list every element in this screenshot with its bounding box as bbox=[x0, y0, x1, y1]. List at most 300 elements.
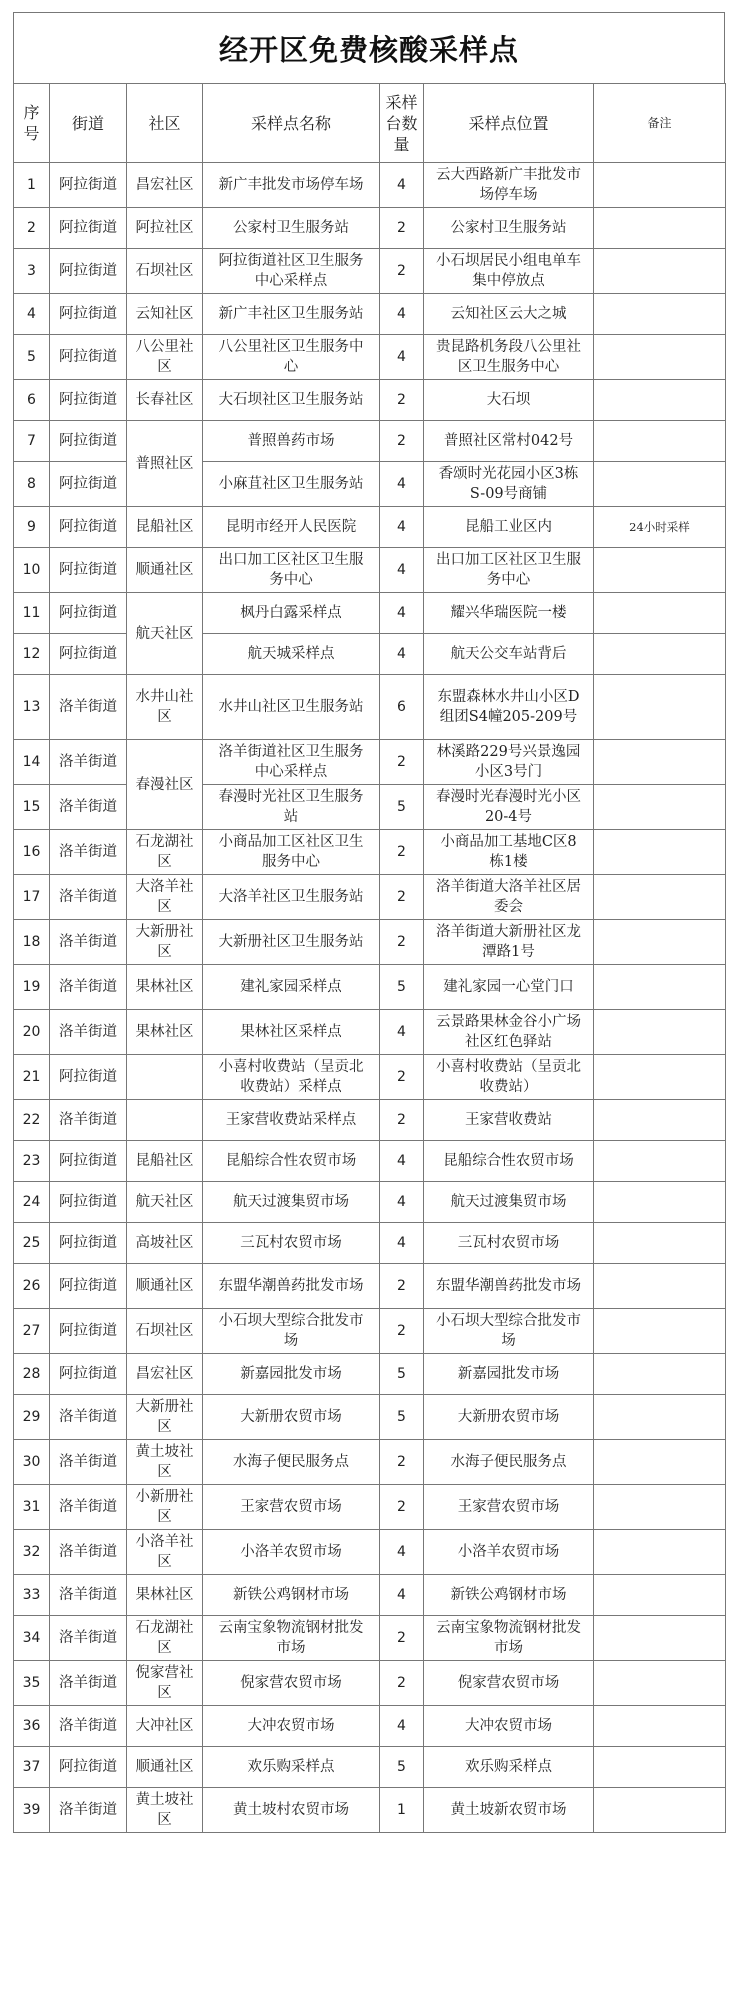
row-number: 3 bbox=[14, 249, 50, 294]
note-cell bbox=[594, 1395, 726, 1440]
community-cell: 顺通社区 bbox=[127, 1747, 203, 1788]
location-cell: 建礼家园一心堂门口 bbox=[424, 965, 594, 1010]
community-cell: 航天社区 bbox=[127, 1182, 203, 1223]
community-cell: 昆船社区 bbox=[127, 1141, 203, 1182]
location-cell: 小石坝大型综合批发市场 bbox=[424, 1309, 594, 1354]
station-count-cell: 4 bbox=[380, 548, 424, 593]
site-name-cell: 新嘉园批发市场 bbox=[203, 1354, 380, 1395]
site-name-cell: 云南宝象物流钢材批发市场 bbox=[203, 1616, 380, 1661]
table-row bbox=[14, 1354, 726, 1395]
station-count-cell: 4 bbox=[380, 593, 424, 634]
community-cell: 果林社区 bbox=[127, 1010, 203, 1055]
station-count-cell: 4 bbox=[380, 1182, 424, 1223]
table-row bbox=[14, 1055, 726, 1100]
station-count-cell: 6 bbox=[380, 675, 424, 740]
community-cell: 果林社区 bbox=[127, 965, 203, 1010]
row-number: 20 bbox=[14, 1010, 50, 1055]
site-name-cell: 阿拉街道社区卫生服务中心采样点 bbox=[203, 249, 380, 294]
table-row bbox=[14, 1395, 726, 1440]
location-cell: 洛羊街道大新册社区龙潭路1号 bbox=[424, 920, 594, 965]
row-number: 25 bbox=[14, 1223, 50, 1264]
row-number: 23 bbox=[14, 1141, 50, 1182]
street-cell: 洛羊街道 bbox=[50, 1706, 127, 1747]
station-count-cell: 4 bbox=[380, 294, 424, 335]
header-street: 街道 bbox=[50, 84, 127, 163]
street-cell: 洛羊街道 bbox=[50, 875, 127, 920]
row-number: 17 bbox=[14, 875, 50, 920]
note-cell bbox=[594, 208, 726, 249]
table-row bbox=[14, 920, 726, 965]
community-cell: 昆船社区 bbox=[127, 507, 203, 548]
table-row bbox=[14, 294, 726, 335]
note-cell bbox=[594, 1575, 726, 1616]
station-count-cell: 2 bbox=[380, 1661, 424, 1706]
location-cell: 公家村卫生服务站 bbox=[424, 208, 594, 249]
table-row bbox=[14, 1616, 726, 1661]
row-number: 19 bbox=[14, 965, 50, 1010]
row-number: 10 bbox=[14, 548, 50, 593]
table-row bbox=[14, 830, 726, 875]
row-number: 35 bbox=[14, 1661, 50, 1706]
note-cell bbox=[594, 965, 726, 1010]
table-row bbox=[14, 1485, 726, 1530]
station-count-cell: 4 bbox=[380, 163, 424, 208]
street-cell: 阿拉街道 bbox=[50, 593, 127, 634]
location-cell: 洛羊街道大洛羊社区居委会 bbox=[424, 875, 594, 920]
header-count: 采样台数量 bbox=[380, 84, 424, 163]
table-row bbox=[14, 593, 726, 634]
community-cell: 昌宏社区 bbox=[127, 1354, 203, 1395]
table-row bbox=[14, 249, 726, 294]
row-number: 7 bbox=[14, 421, 50, 462]
station-count-cell: 4 bbox=[380, 1530, 424, 1575]
note-cell bbox=[594, 1264, 726, 1309]
site-name-cell: 小石坝大型综合批发市场 bbox=[203, 1309, 380, 1354]
street-cell: 阿拉街道 bbox=[50, 1747, 127, 1788]
location-cell: 三瓦村农贸市场 bbox=[424, 1223, 594, 1264]
note-cell bbox=[594, 380, 726, 421]
community-cell: 石坝社区 bbox=[127, 1309, 203, 1354]
row-number: 13 bbox=[14, 675, 50, 740]
table-row bbox=[14, 462, 726, 507]
street-cell: 阿拉街道 bbox=[50, 548, 127, 593]
street-cell: 洛羊街道 bbox=[50, 675, 127, 740]
note-cell bbox=[594, 1788, 726, 1833]
community-cell: 石龙湖社区 bbox=[127, 830, 203, 875]
site-name-cell: 大新册社区卫生服务站 bbox=[203, 920, 380, 965]
table-row bbox=[14, 335, 726, 380]
community-cell: 云知社区 bbox=[127, 294, 203, 335]
location-cell: 新嘉园批发市场 bbox=[424, 1354, 594, 1395]
row-number: 1 bbox=[14, 163, 50, 208]
community-cell: 黄土坡社区 bbox=[127, 1788, 203, 1833]
street-cell: 洛羊街道 bbox=[50, 1485, 127, 1530]
table-body bbox=[14, 163, 726, 1833]
street-cell: 阿拉街道 bbox=[50, 421, 127, 462]
site-name-cell: 昆明市经开人民医院 bbox=[203, 507, 380, 548]
station-count-cell: 5 bbox=[380, 1395, 424, 1440]
community-cell: 昌宏社区 bbox=[127, 163, 203, 208]
station-count-cell: 2 bbox=[380, 208, 424, 249]
street-cell: 阿拉街道 bbox=[50, 208, 127, 249]
street-cell: 洛羊街道 bbox=[50, 1530, 127, 1575]
community-cell: 水井山社区 bbox=[127, 675, 203, 740]
site-name-cell: 大石坝社区卫生服务站 bbox=[203, 380, 380, 421]
street-cell: 阿拉街道 bbox=[50, 1141, 127, 1182]
table-row bbox=[14, 1223, 726, 1264]
row-number: 24 bbox=[14, 1182, 50, 1223]
station-count-cell: 2 bbox=[380, 1309, 424, 1354]
station-count-cell: 2 bbox=[380, 421, 424, 462]
community-cell: 顺通社区 bbox=[127, 1264, 203, 1309]
station-count-cell: 5 bbox=[380, 965, 424, 1010]
street-cell: 洛羊街道 bbox=[50, 1100, 127, 1141]
site-name-cell: 东盟华潮兽药批发市场 bbox=[203, 1264, 380, 1309]
station-count-cell: 2 bbox=[380, 380, 424, 421]
site-name-cell: 新广丰批发市场停车场 bbox=[203, 163, 380, 208]
row-number: 27 bbox=[14, 1309, 50, 1354]
row-number: 33 bbox=[14, 1575, 50, 1616]
site-name-cell: 大冲农贸市场 bbox=[203, 1706, 380, 1747]
station-count-cell: 2 bbox=[380, 1440, 424, 1485]
location-cell: 大新册农贸市场 bbox=[424, 1395, 594, 1440]
note-cell bbox=[594, 1616, 726, 1661]
note-cell bbox=[594, 421, 726, 462]
table-row bbox=[14, 1182, 726, 1223]
note-cell bbox=[594, 294, 726, 335]
site-name-cell: 欢乐购采样点 bbox=[203, 1747, 380, 1788]
street-cell: 洛羊街道 bbox=[50, 1616, 127, 1661]
station-count-cell: 5 bbox=[380, 1747, 424, 1788]
community-cell: 航天社区 bbox=[127, 593, 203, 675]
row-number: 6 bbox=[14, 380, 50, 421]
location-cell: 出口加工区社区卫生服务中心 bbox=[424, 548, 594, 593]
community-cell bbox=[127, 1100, 203, 1141]
community-cell: 大冲社区 bbox=[127, 1706, 203, 1747]
location-cell: 云大西路新广丰批发市场停车场 bbox=[424, 163, 594, 208]
location-cell: 王家营农贸市场 bbox=[424, 1485, 594, 1530]
header-note: 备注 bbox=[594, 84, 726, 163]
note-cell bbox=[594, 1747, 726, 1788]
community-cell bbox=[127, 1055, 203, 1100]
street-cell: 阿拉街道 bbox=[50, 1354, 127, 1395]
note-cell bbox=[594, 335, 726, 380]
site-name-cell: 大洛羊社区卫生服务站 bbox=[203, 875, 380, 920]
note-cell bbox=[594, 1223, 726, 1264]
street-cell: 阿拉街道 bbox=[50, 1264, 127, 1309]
row-number: 4 bbox=[14, 294, 50, 335]
station-count-cell: 2 bbox=[380, 1616, 424, 1661]
row-number: 21 bbox=[14, 1055, 50, 1100]
station-count-cell: 4 bbox=[380, 1223, 424, 1264]
street-cell: 洛羊街道 bbox=[50, 785, 127, 830]
row-number: 22 bbox=[14, 1100, 50, 1141]
note-cell bbox=[594, 1354, 726, 1395]
header-no: 序号 bbox=[14, 84, 50, 163]
street-cell: 阿拉街道 bbox=[50, 634, 127, 675]
sampling-sites-table bbox=[13, 83, 726, 1833]
station-count-cell: 2 bbox=[380, 830, 424, 875]
location-cell: 昆船综合性农贸市场 bbox=[424, 1141, 594, 1182]
community-cell: 果林社区 bbox=[127, 1575, 203, 1616]
note-cell bbox=[594, 740, 726, 785]
community-cell: 大新册社区 bbox=[127, 1395, 203, 1440]
station-count-cell: 2 bbox=[380, 875, 424, 920]
site-name-cell: 小喜村收费站（呈贡北收费站）采样点 bbox=[203, 1055, 380, 1100]
note-cell bbox=[594, 920, 726, 965]
community-cell: 顺通社区 bbox=[127, 548, 203, 593]
site-name-cell: 枫丹白露采样点 bbox=[203, 593, 380, 634]
table-row bbox=[14, 965, 726, 1010]
note-cell bbox=[594, 1661, 726, 1706]
note-cell bbox=[594, 785, 726, 830]
row-number: 9 bbox=[14, 507, 50, 548]
street-cell: 阿拉街道 bbox=[50, 462, 127, 507]
table-row bbox=[14, 875, 726, 920]
row-number: 29 bbox=[14, 1395, 50, 1440]
station-count-cell: 4 bbox=[380, 335, 424, 380]
street-cell: 阿拉街道 bbox=[50, 163, 127, 208]
station-count-cell: 5 bbox=[380, 785, 424, 830]
street-cell: 洛羊街道 bbox=[50, 1440, 127, 1485]
community-cell: 大洛羊社区 bbox=[127, 875, 203, 920]
street-cell: 阿拉街道 bbox=[50, 1223, 127, 1264]
site-name-cell: 八公里社区卫生服务中心 bbox=[203, 335, 380, 380]
station-count-cell: 4 bbox=[380, 634, 424, 675]
community-cell: 大新册社区 bbox=[127, 920, 203, 965]
row-number: 15 bbox=[14, 785, 50, 830]
location-cell: 耀兴华瑞医院一楼 bbox=[424, 593, 594, 634]
station-count-cell: 1 bbox=[380, 1788, 424, 1833]
community-cell: 黄土坡社区 bbox=[127, 1440, 203, 1485]
community-cell: 阿拉社区 bbox=[127, 208, 203, 249]
table-header bbox=[14, 84, 726, 163]
table-row bbox=[14, 1010, 726, 1055]
site-name-cell: 建礼家园采样点 bbox=[203, 965, 380, 1010]
row-number: 2 bbox=[14, 208, 50, 249]
location-cell: 香颂时光花园小区3栋S-09号商铺 bbox=[424, 462, 594, 507]
note-cell bbox=[594, 1440, 726, 1485]
community-cell: 高坡社区 bbox=[127, 1223, 203, 1264]
street-cell: 阿拉街道 bbox=[50, 1182, 127, 1223]
location-cell: 昆船工业区内 bbox=[424, 507, 594, 548]
note-cell bbox=[594, 1485, 726, 1530]
station-count-cell: 4 bbox=[380, 1010, 424, 1055]
row-number: 31 bbox=[14, 1485, 50, 1530]
location-cell: 东盟森林水井山小区D组团S4幢205-209号 bbox=[424, 675, 594, 740]
site-name-cell: 春漫时光社区卫生服务站 bbox=[203, 785, 380, 830]
community-cell: 小新册社区 bbox=[127, 1485, 203, 1530]
note-cell bbox=[594, 634, 726, 675]
note-cell bbox=[594, 593, 726, 634]
street-cell: 洛羊街道 bbox=[50, 1788, 127, 1833]
note-cell bbox=[594, 675, 726, 740]
site-name-cell: 普照兽药市场 bbox=[203, 421, 380, 462]
station-count-cell: 2 bbox=[380, 920, 424, 965]
community-cell: 石龙湖社区 bbox=[127, 1616, 203, 1661]
station-count-cell: 4 bbox=[380, 1141, 424, 1182]
community-cell: 普照社区 bbox=[127, 421, 203, 507]
street-cell: 洛羊街道 bbox=[50, 1575, 127, 1616]
site-name-cell: 大新册农贸市场 bbox=[203, 1395, 380, 1440]
street-cell: 阿拉街道 bbox=[50, 249, 127, 294]
row-number: 8 bbox=[14, 462, 50, 507]
note-cell bbox=[594, 163, 726, 208]
location-cell: 欢乐购采样点 bbox=[424, 1747, 594, 1788]
street-cell: 阿拉街道 bbox=[50, 507, 127, 548]
row-number: 18 bbox=[14, 920, 50, 965]
station-count-cell: 2 bbox=[380, 1100, 424, 1141]
location-cell: 大冲农贸市场 bbox=[424, 1706, 594, 1747]
table-row bbox=[14, 1309, 726, 1354]
table-row bbox=[14, 548, 726, 593]
community-cell: 春漫社区 bbox=[127, 740, 203, 830]
street-cell: 洛羊街道 bbox=[50, 1010, 127, 1055]
table-row bbox=[14, 208, 726, 249]
row-number: 16 bbox=[14, 830, 50, 875]
table-row bbox=[14, 740, 726, 785]
location-cell: 云知社区云大之城 bbox=[424, 294, 594, 335]
note-cell bbox=[594, 1309, 726, 1354]
row-number: 11 bbox=[14, 593, 50, 634]
community-cell: 小洛羊社区 bbox=[127, 1530, 203, 1575]
note-cell bbox=[594, 548, 726, 593]
site-name-cell: 王家营收费站采样点 bbox=[203, 1100, 380, 1141]
table-row bbox=[14, 785, 726, 830]
header-location: 采样点位置 bbox=[424, 84, 594, 163]
row-number: 26 bbox=[14, 1264, 50, 1309]
site-name-cell: 航天过渡集贸市场 bbox=[203, 1182, 380, 1223]
site-name-cell: 小商品加工区社区卫生服务中心 bbox=[203, 830, 380, 875]
community-cell: 长春社区 bbox=[127, 380, 203, 421]
station-count-cell: 2 bbox=[380, 1485, 424, 1530]
note-cell bbox=[594, 462, 726, 507]
location-cell: 新铁公鸡钢材市场 bbox=[424, 1575, 594, 1616]
table-row bbox=[14, 1100, 726, 1141]
station-count-cell: 4 bbox=[380, 1575, 424, 1616]
note-cell bbox=[594, 1182, 726, 1223]
station-count-cell: 5 bbox=[380, 1354, 424, 1395]
location-cell: 倪家营农贸市场 bbox=[424, 1661, 594, 1706]
location-cell: 普照社区常村042号 bbox=[424, 421, 594, 462]
site-name-cell: 黄土坡村农贸市场 bbox=[203, 1788, 380, 1833]
row-number: 32 bbox=[14, 1530, 50, 1575]
site-name-cell: 昆船综合性农贸市场 bbox=[203, 1141, 380, 1182]
location-cell: 云景路果林金谷小广场社区红色驿站 bbox=[424, 1010, 594, 1055]
note-cell bbox=[594, 1706, 726, 1747]
location-cell: 春漫时光春漫时光小区20-4号 bbox=[424, 785, 594, 830]
station-count-cell: 2 bbox=[380, 1055, 424, 1100]
note-cell bbox=[594, 1010, 726, 1055]
location-cell: 东盟华潮兽药批发市场 bbox=[424, 1264, 594, 1309]
community-cell: 八公里社区 bbox=[127, 335, 203, 380]
row-number: 39 bbox=[14, 1788, 50, 1833]
table-row bbox=[14, 1530, 726, 1575]
street-cell: 洛羊街道 bbox=[50, 920, 127, 965]
header-community: 社区 bbox=[127, 84, 203, 163]
site-name-cell: 水海子便民服务点 bbox=[203, 1440, 380, 1485]
row-number: 30 bbox=[14, 1440, 50, 1485]
location-cell: 航天公交车站背后 bbox=[424, 634, 594, 675]
note-cell bbox=[594, 1055, 726, 1100]
table-row bbox=[14, 634, 726, 675]
row-number: 36 bbox=[14, 1706, 50, 1747]
note-cell bbox=[594, 875, 726, 920]
street-cell: 洛羊街道 bbox=[50, 830, 127, 875]
street-cell: 洛羊街道 bbox=[50, 1395, 127, 1440]
station-count-cell: 2 bbox=[380, 740, 424, 785]
location-cell: 大石坝 bbox=[424, 380, 594, 421]
table-row bbox=[14, 1747, 726, 1788]
table-row bbox=[14, 380, 726, 421]
site-name-cell: 航天城采样点 bbox=[203, 634, 380, 675]
community-cell: 石坝社区 bbox=[127, 249, 203, 294]
location-cell: 小喜村收费站（呈贡北收费站） bbox=[424, 1055, 594, 1100]
note-cell bbox=[594, 249, 726, 294]
street-cell: 阿拉街道 bbox=[50, 335, 127, 380]
street-cell: 阿拉街道 bbox=[50, 1309, 127, 1354]
location-cell: 林溪路229号兴景逸园小区3号门 bbox=[424, 740, 594, 785]
note-cell bbox=[594, 830, 726, 875]
row-number: 14 bbox=[14, 740, 50, 785]
table-row bbox=[14, 1264, 726, 1309]
row-number: 5 bbox=[14, 335, 50, 380]
location-cell: 小石坝居民小组电单车集中停放点 bbox=[424, 249, 594, 294]
location-cell: 航天过渡集贸市场 bbox=[424, 1182, 594, 1223]
location-cell: 水海子便民服务点 bbox=[424, 1440, 594, 1485]
site-name-cell: 出口加工区社区卫生服务中心 bbox=[203, 548, 380, 593]
site-name-cell: 新铁公鸡钢材市场 bbox=[203, 1575, 380, 1616]
site-name-cell: 小麻苴社区卫生服务站 bbox=[203, 462, 380, 507]
station-count-cell: 2 bbox=[380, 249, 424, 294]
table-row bbox=[14, 1440, 726, 1485]
street-cell: 洛羊街道 bbox=[50, 740, 127, 785]
note-cell bbox=[594, 1141, 726, 1182]
note-cell bbox=[594, 1100, 726, 1141]
note-cell: 24小时采样 bbox=[594, 507, 726, 548]
table-row bbox=[14, 675, 726, 740]
community-cell: 倪家营社区 bbox=[127, 1661, 203, 1706]
street-cell: 阿拉街道 bbox=[50, 1055, 127, 1100]
page-title: 经开区免费核酸采样点 bbox=[13, 12, 725, 83]
table-row bbox=[14, 1788, 726, 1833]
row-number: 28 bbox=[14, 1354, 50, 1395]
row-number: 37 bbox=[14, 1747, 50, 1788]
table-row bbox=[14, 421, 726, 462]
location-cell: 黄土坡新农贸市场 bbox=[424, 1788, 594, 1833]
station-count-cell: 2 bbox=[380, 1264, 424, 1309]
site-name-cell: 果林社区采样点 bbox=[203, 1010, 380, 1055]
table-row bbox=[14, 1141, 726, 1182]
table-row bbox=[14, 1661, 726, 1706]
location-cell: 小商品加工基地C区8栋1楼 bbox=[424, 830, 594, 875]
site-name-cell: 水井山社区卫生服务站 bbox=[203, 675, 380, 740]
site-name-cell: 小洛羊农贸市场 bbox=[203, 1530, 380, 1575]
site-name-cell: 公家村卫生服务站 bbox=[203, 208, 380, 249]
note-cell bbox=[594, 1530, 726, 1575]
street-cell: 洛羊街道 bbox=[50, 1661, 127, 1706]
site-name-cell: 倪家营农贸市场 bbox=[203, 1661, 380, 1706]
station-count-cell: 4 bbox=[380, 507, 424, 548]
site-name-cell: 新广丰社区卫生服务站 bbox=[203, 294, 380, 335]
row-number: 12 bbox=[14, 634, 50, 675]
station-count-cell: 4 bbox=[380, 1706, 424, 1747]
street-cell: 阿拉街道 bbox=[50, 380, 127, 421]
table-row bbox=[14, 1706, 726, 1747]
location-cell: 贵昆路机务段八公里社区卫生服务中心 bbox=[424, 335, 594, 380]
site-name-cell: 王家营农贸市场 bbox=[203, 1485, 380, 1530]
table-row bbox=[14, 1575, 726, 1616]
